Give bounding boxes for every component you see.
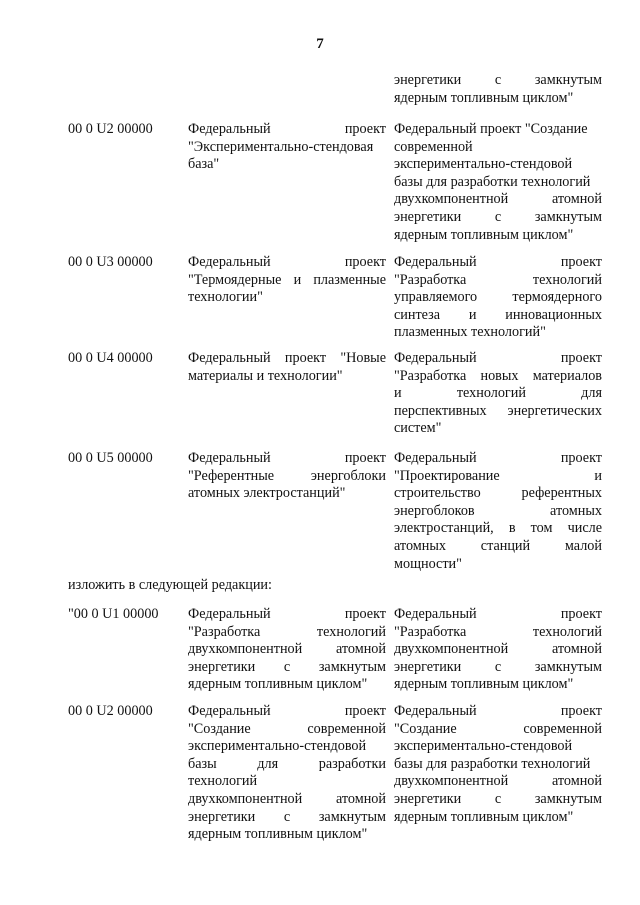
text-line: Федеральный проект [188,606,386,622]
text-line: двухкомпонентной атомной [394,773,602,790]
text-line: Федеральный проект [394,450,602,466]
text-line: "Создание современной [188,720,386,737]
text-line: двухкомпонентной атомной [394,191,602,208]
row-code: 00 0 U4 00000 [68,350,153,366]
text-line: плазменных технологий" [394,324,546,341]
continuation-col3 [394,72,602,107]
text-line: строительство референтных [394,485,602,502]
text-line: Федеральный проект [188,450,386,466]
text-line: ядерным топливным циклом" [188,826,368,843]
text-line: Федеральный проект "Новые [188,350,386,366]
text-line: Федеральный проект [394,606,602,622]
text-line: перспективных энергетических [394,402,602,419]
text-line: "Разработка новых материалов [394,367,602,384]
text-line: экспериментально-стендовой [394,156,573,173]
row-description [394,350,602,438]
row-name [188,606,386,694]
text-line: Федеральный проект [188,254,386,270]
text-line: "Термоядерные и плазменные [188,271,386,288]
text-line: базы для разработки технологий [394,173,591,190]
text-line: "Разработка технологий [394,623,602,640]
text-line: и технологий для [394,385,602,402]
text-line: "Разработка технологий [394,271,602,288]
text-line: синтеза и инновационных [394,306,602,323]
text-line: технологий [188,773,258,790]
row-description [394,450,602,573]
text-line: ядерным топливным циклом" [188,676,368,693]
row-code: 00 0 U2 00000 [68,703,153,719]
text-line: управляемого термоядерного [394,289,602,306]
text-line: Федеральный проект [394,350,602,366]
row-code: "00 0 U1 00000 [68,606,159,622]
text-line: энергетики с замкнутым [188,808,386,825]
text-line: "Проектирование и [394,467,602,484]
text-line: Федеральный проект [188,703,386,719]
text-line: "Референтные энергоблоки [188,467,386,484]
text-line: современной [394,138,473,155]
text-line: Федеральный проект [394,703,602,719]
text-line: база" [188,156,220,173]
row-name [188,254,386,307]
text-line: атомных электростанций" [188,485,346,502]
text-line: электростанций, в том числе [394,520,602,537]
text-line: ядерным топливным циклом" [394,89,574,106]
text-line: энергетики с замкнутым [394,208,602,225]
text-line: энергетики с замкнутым [394,658,602,675]
text-line: материалы и технологии" [188,367,343,384]
text-line: энергетики с замкнутым [188,658,386,675]
row-code: 00 0 U2 00000 [68,121,153,137]
text-line: экспериментально-стендовой [394,738,573,755]
text-line: мощности" [394,555,462,572]
text-line: Федеральный проект [188,121,386,137]
row-name [188,450,386,503]
text-line: "Экспериментально-стендовая [188,138,374,155]
text-line: "Разработка технологий [188,623,386,640]
text-line: двухкомпонентной атомной [188,641,386,658]
text-line: Федеральный проект "Создание [394,121,588,137]
text-line: двухкомпонентной атомной [188,790,386,807]
text-line: экспериментально-стендовой [188,738,367,755]
text-line: технологии" [188,289,263,306]
page-number: 7 [316,36,324,52]
text-line: ядерным топливным циклом" [394,676,574,693]
text-line: "Создание современной [394,720,602,737]
row-name [188,121,386,174]
row-name [188,703,386,844]
text-line: базы для разработки [188,755,386,772]
row-description [394,121,602,244]
text-line: атомных станций малой [394,537,602,554]
text-line: Федеральный проект [394,254,602,270]
row-description [394,703,602,826]
text-line: двухкомпонентной атомной [394,641,602,658]
text-line: энергетики с замкнутым [394,72,602,88]
row-name [188,350,386,385]
amendment-intro: изложить в следующей редакции: [68,577,272,593]
text-line: ядерным топливным циклом" [394,226,574,243]
text-line: базы для разработки технологий [394,755,591,772]
row-description [394,606,602,694]
text-line: ядерным топливным циклом" [394,808,574,825]
row-description [394,254,602,342]
text-line: систем" [394,420,442,437]
text-line: энергетики с замкнутым [394,790,602,807]
row-code: 00 0 U3 00000 [68,254,153,270]
text-line: энергоблоков атомных [394,502,602,519]
row-code: 00 0 U5 00000 [68,450,153,466]
